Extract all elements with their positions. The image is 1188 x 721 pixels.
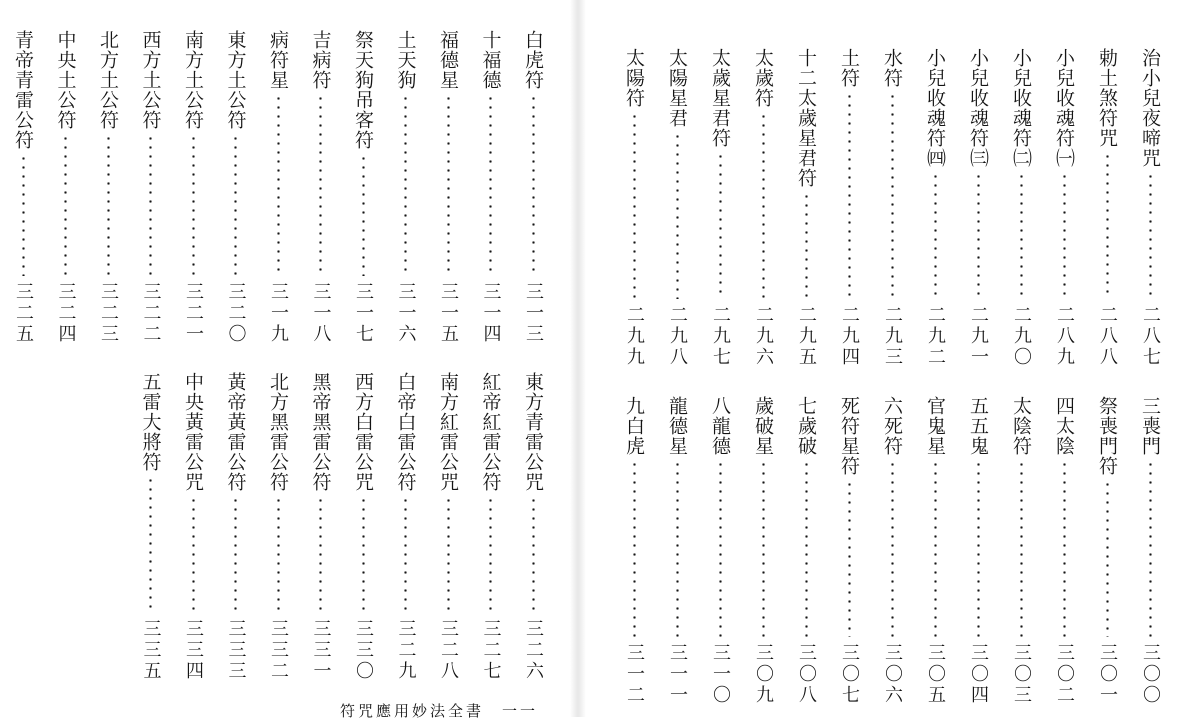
dot-leader	[149, 134, 152, 276]
dot-leader	[489, 496, 492, 613]
toc-entry	[138, 372, 164, 682]
entry-page-number: 三〇三	[1011, 643, 1032, 706]
toc-entry	[1137, 48, 1163, 368]
entry-title: 七歲破	[795, 396, 817, 456]
toc-entry	[1094, 396, 1120, 706]
entry-page-number: 三三四	[183, 619, 204, 682]
entry-page-number: 三一九	[268, 282, 289, 345]
entry-title: 龍德星	[666, 396, 688, 456]
entry-page-number: 二九五	[796, 305, 817, 368]
toc-entry	[621, 48, 647, 368]
entry-page-number: 三二七	[480, 619, 502, 682]
toc-entry	[664, 48, 690, 368]
toc-entry	[478, 372, 504, 682]
toc-entry	[621, 396, 647, 706]
entry-title: 紅帝紅雷公符	[479, 372, 502, 492]
entry-title: 土符	[838, 48, 860, 88]
entry-title: 水符	[881, 48, 903, 88]
entry-page-number: 三〇二	[1054, 643, 1075, 706]
entry-page-number: 三一二	[624, 643, 645, 706]
dot-leader	[934, 460, 937, 637]
dot-leader	[362, 154, 365, 276]
entry-page-number: 二八九	[1054, 305, 1075, 368]
entry-page-number: 三一三	[523, 282, 544, 345]
dot-leader	[489, 94, 492, 276]
dot-leader	[805, 192, 808, 299]
entry-page-number: 二九七	[710, 305, 731, 368]
dot-leader	[277, 496, 280, 613]
entry-page-number: 二九六	[753, 305, 774, 368]
entry-page-number: 三二五	[13, 282, 34, 345]
left-page	[0, 0, 560, 717]
dot-leader	[447, 496, 450, 613]
entry-title: 官鬼星	[924, 396, 946, 456]
entry-title: 福德星	[437, 30, 459, 90]
dot-leader	[234, 134, 237, 276]
entry-title: 祭天狗吊客符	[352, 30, 374, 150]
toc-entry	[435, 372, 461, 682]
entry-page-number: 三二一	[183, 282, 204, 345]
entry-page-number: 三三一	[310, 619, 332, 682]
right-page	[592, 0, 1188, 717]
dot-leader	[891, 92, 894, 299]
entry-title: 死符星符	[838, 396, 860, 476]
toc-entry	[350, 372, 376, 682]
entry-page-number: 三〇八	[796, 643, 817, 706]
entry-page-number: 二八七	[1140, 305, 1161, 368]
entry-title: 西方白雷公咒	[352, 372, 374, 492]
entry-page-number: 三一五	[438, 282, 459, 345]
dot-leader	[977, 460, 980, 637]
entry-page-number: 三〇九	[753, 643, 774, 706]
dot-leader	[64, 134, 67, 276]
entry-title: 小兒收魂符㈠	[1053, 48, 1075, 168]
book-gutter	[570, 0, 586, 717]
toc-entry	[836, 48, 862, 368]
toc-entry	[1051, 48, 1077, 368]
entry-page-number: 三二八	[438, 619, 459, 682]
toc-entry	[922, 48, 948, 368]
entry-title: 北方土公符	[97, 30, 119, 130]
entry-page-number: 三二六	[523, 619, 544, 682]
entry-page-number: 三一四	[480, 282, 502, 345]
toc-entry	[223, 30, 249, 345]
dot-leader	[1063, 460, 1066, 637]
entry-page-number: 三二〇	[225, 282, 247, 345]
dot-leader	[192, 496, 195, 613]
dot-leader	[848, 480, 851, 637]
entry-title: 吉病符	[309, 30, 332, 90]
toc-entry	[965, 396, 991, 706]
toc-entry	[180, 30, 206, 345]
dot-leader	[532, 496, 535, 613]
entry-page-number: 三二四	[55, 282, 77, 345]
dot-leader	[805, 460, 808, 637]
dot-leader	[848, 92, 851, 299]
entry-title: 青帝青雷公符	[12, 30, 34, 150]
dot-leader	[719, 460, 722, 637]
toc-entry	[138, 30, 164, 345]
entry-title: 太陰符	[1010, 396, 1032, 456]
dot-leader	[762, 112, 765, 299]
dot-leader	[1020, 460, 1023, 637]
dot-leader	[319, 94, 322, 276]
toc-entry	[393, 30, 419, 345]
dot-leader	[762, 460, 765, 637]
entry-page-number: 三一七	[353, 282, 374, 345]
dot-leader	[676, 132, 679, 299]
toc-entry	[965, 48, 991, 368]
toc-entry	[350, 30, 376, 345]
entry-title: 八龍德	[709, 396, 731, 456]
entry-title: 太歲星君符	[709, 48, 731, 148]
entry-title: 中央黃雷公咒	[182, 372, 204, 492]
dot-leader	[891, 460, 894, 637]
toc-entry	[10, 30, 36, 345]
entry-page-number: 三二二	[140, 282, 162, 345]
toc-entry	[265, 372, 291, 682]
entry-page-number: 二九二	[925, 305, 946, 368]
entry-title: 六死符	[881, 396, 903, 456]
entry-page-number: 二九八	[667, 305, 688, 368]
toc-entry	[180, 372, 206, 682]
entry-page-number: 三三二	[268, 619, 289, 682]
toc-entry	[707, 396, 733, 706]
toc-entry	[879, 48, 905, 368]
toc-entry	[393, 372, 419, 682]
entry-page-number: 三三五	[140, 619, 162, 682]
toc-entry	[520, 30, 546, 345]
entry-title: 十二太歲星君符	[795, 48, 817, 188]
entry-title: 太陽符	[623, 48, 645, 108]
dot-leader	[633, 460, 636, 637]
toc-entry	[265, 30, 291, 345]
toc-entry	[879, 396, 905, 706]
entry-title: 南方紅雷公咒	[437, 372, 459, 492]
entry-title: 太陽星君	[666, 48, 688, 128]
toc-entry	[520, 372, 546, 682]
entry-title: 土天狗	[394, 30, 417, 90]
toc-entry	[435, 30, 461, 345]
dot-leader	[404, 496, 407, 613]
dot-leader	[1149, 172, 1152, 299]
dot-leader	[192, 134, 195, 276]
toc-entry	[707, 48, 733, 368]
dot-leader	[319, 496, 322, 613]
entry-title: 東方土公符	[224, 30, 247, 130]
entry-title: 五雷大將符	[139, 372, 162, 472]
entry-page-number: 三二九	[395, 619, 417, 682]
dot-leader	[1020, 172, 1023, 299]
entry-title: 南方土公符	[182, 30, 204, 130]
entry-page-number: 二八八	[1097, 305, 1118, 368]
toc-entry	[223, 372, 249, 682]
page-footer: 符咒應用妙法全書 一一	[340, 702, 539, 720]
entry-title: 病符星	[267, 30, 289, 90]
entry-title: 祭喪門符	[1096, 396, 1118, 476]
toc-entry	[750, 48, 776, 368]
dot-leader	[22, 154, 25, 276]
dot-leader	[1063, 172, 1066, 299]
entry-title: 小兒收魂符㈣	[924, 48, 946, 168]
toc-entry	[750, 396, 776, 706]
entry-page-number: 三二三	[98, 282, 119, 345]
dot-leader	[1149, 460, 1152, 637]
toc-entry	[793, 48, 819, 368]
entry-title: 北方黑雷公符	[267, 372, 289, 492]
toc-entry	[922, 396, 948, 706]
dot-leader	[633, 112, 636, 299]
entry-page-number: 三〇〇	[1140, 643, 1161, 706]
entry-page-number: 三一六	[395, 282, 417, 345]
toc-entry	[95, 30, 121, 345]
dot-leader	[447, 94, 450, 276]
entry-title: 白虎符	[522, 30, 544, 90]
entry-page-number: 三三〇	[353, 619, 374, 682]
entry-page-number: 三一八	[310, 282, 332, 345]
dot-leader	[977, 172, 980, 299]
entry-title: 西方土公符	[139, 30, 162, 130]
dot-leader	[107, 134, 110, 276]
entry-page-number: 三一一	[667, 643, 688, 706]
toc-entry	[836, 396, 862, 706]
entry-title: 小兒收魂符㈢	[967, 48, 989, 168]
entry-title: 四太陰	[1053, 396, 1075, 456]
entry-page-number: 三〇六	[882, 643, 903, 706]
toc-entry	[308, 30, 334, 345]
entry-title: 太歲符	[752, 48, 774, 108]
dot-leader	[234, 496, 237, 613]
dot-leader	[277, 94, 280, 276]
entry-page-number: 三〇七	[839, 643, 860, 706]
dot-leader	[1106, 480, 1109, 637]
entry-page-number: 三〇四	[968, 643, 989, 706]
entry-title: 五五鬼	[967, 396, 989, 456]
entry-title: 歲破星	[752, 396, 774, 456]
dot-leader	[1106, 152, 1109, 299]
entry-page-number: 二九三	[882, 305, 903, 368]
entry-title: 東方青雷公咒	[522, 372, 544, 492]
toc-entry	[53, 30, 79, 345]
entry-page-number: 三一〇	[710, 643, 731, 706]
entry-page-number: 三〇一	[1097, 643, 1118, 706]
entry-page-number: 二九四	[839, 305, 860, 368]
entry-title: 黑帝黑雷公符	[309, 372, 332, 492]
dot-leader	[719, 152, 722, 299]
entry-title: 九白虎	[623, 396, 645, 456]
dot-leader	[149, 476, 152, 613]
dot-leader	[362, 496, 365, 613]
toc-entry	[1051, 396, 1077, 706]
toc-entry	[1008, 48, 1034, 368]
entry-title: 治小兒夜啼咒	[1139, 48, 1161, 168]
entry-page-number: 三〇五	[925, 643, 946, 706]
toc-entry	[1137, 396, 1163, 706]
dot-leader	[676, 460, 679, 637]
entry-title: 小兒收魂符㈡	[1010, 48, 1032, 168]
toc-entry	[1094, 48, 1120, 368]
entry-title: 黃帝黃雷公符	[224, 372, 247, 492]
toc-entry	[308, 372, 334, 682]
entry-title: 白帝白雷公符	[394, 372, 417, 492]
dot-leader	[404, 94, 407, 276]
entry-title: 勅土煞符咒	[1096, 48, 1118, 148]
toc-entry	[1008, 396, 1034, 706]
entry-title: 十福德	[479, 30, 502, 90]
toc-entry	[793, 396, 819, 706]
entry-page-number: 二九九	[624, 305, 645, 368]
dot-leader	[934, 172, 937, 299]
toc-entry	[478, 30, 504, 345]
entry-title: 三喪門	[1139, 396, 1161, 456]
entry-page-number: 二九〇	[1011, 305, 1032, 368]
entry-page-number: 三三三	[225, 619, 247, 682]
toc-entry	[664, 396, 690, 706]
entry-page-number: 二九一	[968, 305, 989, 368]
entry-title: 中央土公符	[54, 30, 77, 130]
dot-leader	[532, 94, 535, 276]
